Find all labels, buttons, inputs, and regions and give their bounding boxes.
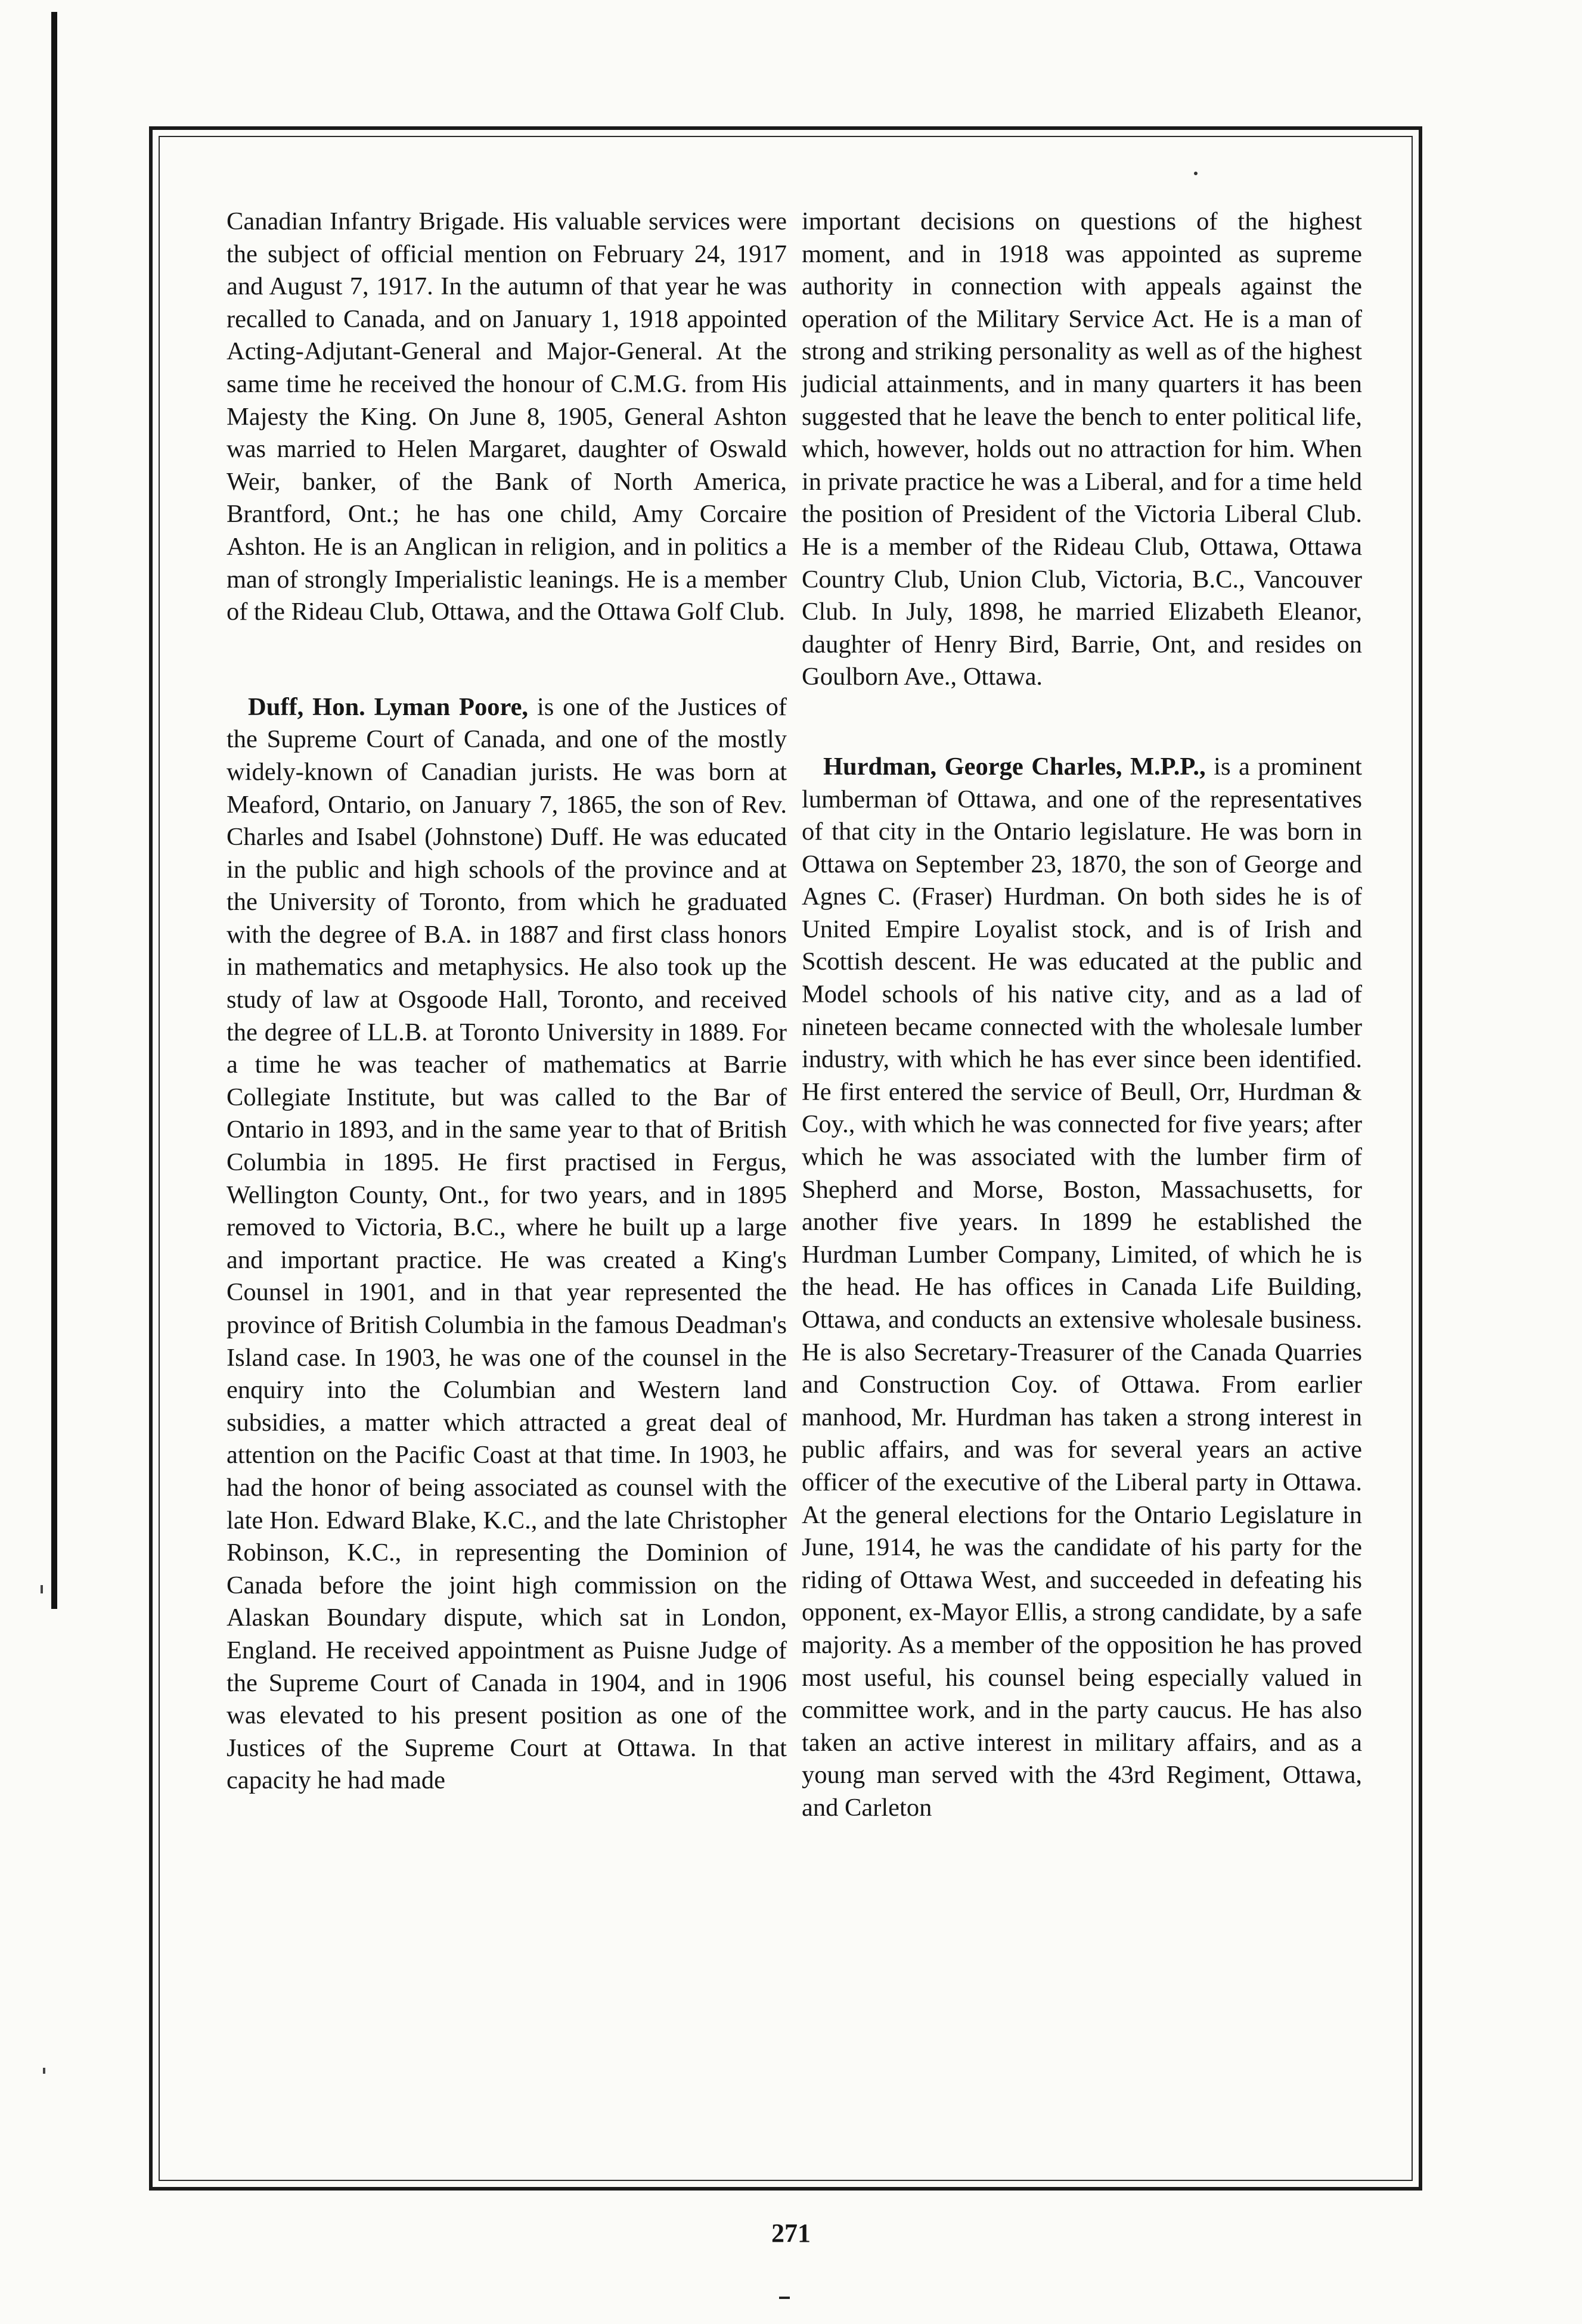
page-number: 271 — [771, 2219, 811, 2248]
continued-paragraph: Canadian Infantry Brigade. His valuable services were the subject of official mention on February 24, 1917 and August 7, 1917. In the autumn of that year he was recalled to Canada, and on January 1, 1918 appointed Acting-Adjutant-General and Major-General. At the same time he received the honour of C.M.G. from His Majesty the King. On June 8, 1905, General Ashton was married to Helen Margaret, daughter of Oswald Weir, banker, of the Bank of North America, Brantford, Ont.; he has one child, Amy Corcaire Ashton. He is an Anglican in religion, and in politics a man of strongly Imperialistic leanings. He is a member of the Rideau Club, Ottawa, and the Ottawa Golf Club. — [227, 207, 787, 626]
entry-text: is a prominent lumberman of Ottawa, and one of the representatives of that city in the Ontario legislature. He was born in Ottawa on September 23, 1870, the son of George and Agnes C. (Fraser) Hurdman. On both sides he is of United Empire Loyalist stock, and is of Irish and Scottish descent. He was educated at the public and Model schools of his native city, and as a lad of nineteen became connected with the wholesale lumber industry, with which he has ever since been identified. He first entered the service of Beull, Orr, Hurdman & Coy., with which he was connected for five years; after which he was associated with the lumber firm of Shepherd and Morse, Boston, Massachusetts, for another five years. In 1899 he established the Hurdman Lumber Company, Limited, of which he is the head. He has offices in Canada Life Building, Ottawa, and conducts an extensive wholesale business. He is also Secretary-Treasurer of the Canada Quarries and Construction Coy. of Ottawa. From earlier manhood, Mr. Hurdman has taken a strong interest in public affairs, and was for several years an active officer of the executive of the Liberal party in Ottawa. At the general elections for the Ontario Legislature in June, 1914, he was the candidate of his party for the riding of Ottawa West, and succeeded in defeating his opponent, ex-Mayor Ellis, a strong candidate, by a safe majority. As a member of the opposition he has proved most useful, his counsel being especially valued in committee work, and in the party caucus. He has also taken an active interest in military affairs, and as a young man served with the 43rd Regiment, Ottawa, and Carleton — [802, 752, 1362, 1822]
biography-entry-hurdman — [802, 751, 1362, 1825]
scan-speck — [43, 2068, 45, 2074]
entry-name: Duff, Hon. Lyman Poore, — [248, 692, 529, 721]
binding-edge-line — [51, 12, 57, 1609]
continued-paragraph: important decisions on questions of the highest moment, and in 1918 was appointed as supreme authority in connection with appeals against the operation of the Military Service Act. He is a man of strong and striking personality as well as of the highest judicial attainments, and in many quarters it has been suggested that he leave the bench to enter political life, which, however, holds out no attraction for him. When in private practice he was a Liberal, and for a time held the position of President of the Victoria Liberal Club. He is a member of the Rideau Club, Ottawa, Ottawa Country Club, Union Club, Victoria, B.C., Vancouver Club. In July, 1898, he married Elizabeth Eleanor, daughter of Henry Bird, Barrie, Ont, and resides on Goulborn Ave., Ottawa. — [802, 207, 1362, 691]
ink-speck — [1194, 172, 1198, 175]
entry-text: is one of the Justices of the Supreme Court of Canada, and one of the mostly widely-known of Canadian jurists. He was born at Meaford, Ontario, on January 7, 1865, the son of Rev. Charles and Isabel (Johnstone) Duff. He was educated in the public and high schools of the province and at the University of Toronto, from which he graduated with the degree of B.A. in 1887 and first class honors in mathematics and metaphysics. He also took up the study of law at Osgoode Hall, Toronto, and received the degree of LL.B. at Toronto University in 1889. For a time he was teacher of mathematics at Barrie Collegiate Institute, but was called to the Bar of Ontario in 1893, and in the same year to that of British Columbia in 1895. He first practised in Fergus, Wellington County, Ont., for two years, and in 1895 removed to Victoria, B.C., where he built up a large and important practice. He was created a King's Counsel in 1901, and in that year represented the province of British Columbia in the famous Deadman's Island case. In 1903, he was one of the counsel in the enquiry into the Columbian and Western land subsidies, a matter which attracted a great deal of attention on the Pacific Coast at that time. In 1903, he had the honor of being associated as counsel with the late Hon. Edward Blake, K.C., and the late Christopher Robinson, K.C., in representing the Dominion of Canada before the joint high commission on the Alaskan Boundary dispute, which sat in London, England. He received appointment as Puisne Judge of the Supreme Court of Canada in 1904, and in 1906 was elevated to his present position as one of the Justices of the Supreme Court at Ottawa. In that capacity he had made — [227, 692, 787, 1795]
entry-name: Hurdman, George Charles, M.P.P., — [823, 752, 1206, 781]
biography-entry-duff — [227, 691, 787, 1797]
scan-dash-mark — [779, 2297, 790, 2299]
scan-speck — [41, 1585, 43, 1593]
left-column — [227, 206, 787, 1797]
right-column — [802, 206, 1362, 1825]
